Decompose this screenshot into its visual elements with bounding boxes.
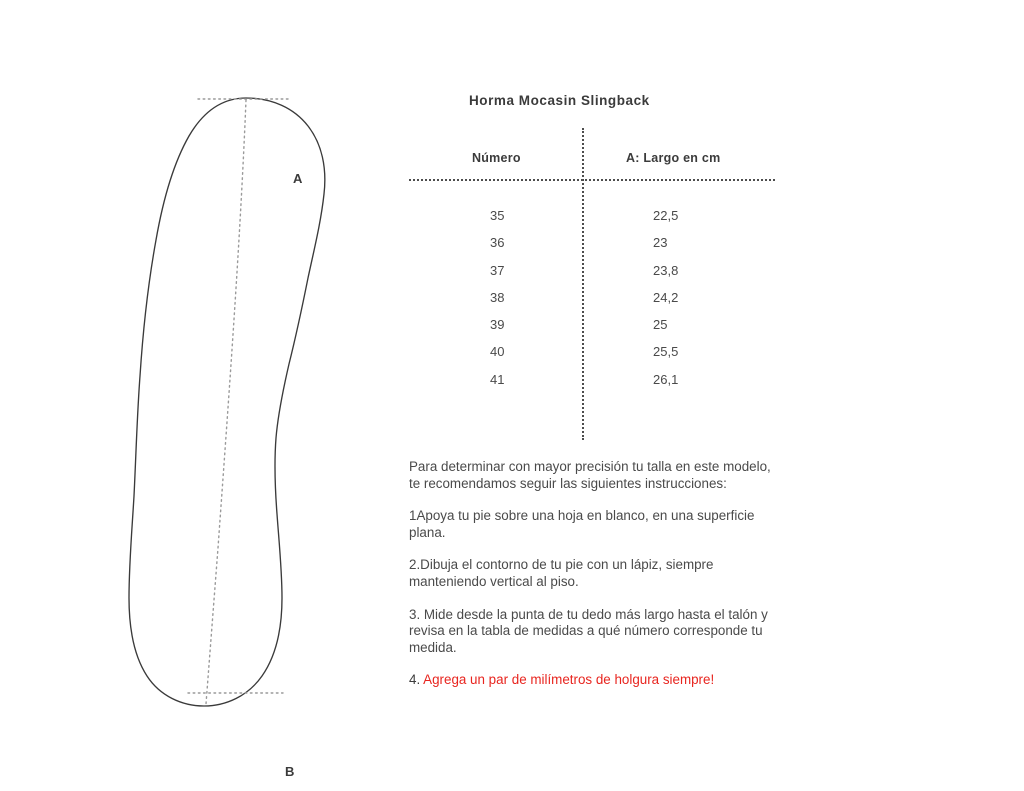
axis-label-b: B xyxy=(285,764,295,779)
table-cell-numero: 35 xyxy=(490,208,505,223)
table-cell-numero: 41 xyxy=(490,371,505,387)
table-cell-numero: 37 xyxy=(490,262,505,278)
insole-outline-path xyxy=(129,98,325,706)
table-header-largo: A: Largo en cm xyxy=(626,151,721,165)
table-cell-largo: 23 xyxy=(653,235,668,251)
table-row xyxy=(409,372,775,399)
instructions-block xyxy=(409,459,771,689)
instructions-step-1: 1Apoya tu pie sobre una hoja en blanco, en una superficie plana. xyxy=(409,508,755,540)
table-cell-numero: 36 xyxy=(490,235,505,251)
instructions-step-4 xyxy=(409,672,771,689)
size-table xyxy=(409,128,789,448)
table-row xyxy=(409,290,775,317)
instructions-step-2: 2.Dibuja el contorno de tu pie con un lápiz, siempre manteniendo vertical al piso. xyxy=(409,557,714,589)
axis-label-a: A xyxy=(293,171,303,186)
instructions-step-3: 3. Mide desde la punta de tu dedo más largo hasta el talón y revisa en la tabla de medidas a qué número corresponde tu medida. xyxy=(409,606,768,655)
table-cell-numero: 40 xyxy=(490,344,505,360)
table-cell-largo: 24,2 xyxy=(653,289,679,305)
table-row xyxy=(409,317,775,344)
table-row xyxy=(409,263,775,290)
table-header-divider xyxy=(409,179,775,181)
table-body xyxy=(409,208,775,399)
table-cell-largo: 26,1 xyxy=(653,371,679,387)
table-cell-largo: 25 xyxy=(653,317,668,333)
instructions-step-4-number: 4. xyxy=(409,672,424,688)
table-cell-largo: 22,5 xyxy=(653,208,679,223)
page-title: Horma Mocasin Slingback xyxy=(469,93,650,108)
size-guide-panel xyxy=(409,0,789,791)
instructions-intro: Para determinar con mayor precisión tu talla en este modelo, te recomendamos seguir las siguientes instrucciones: xyxy=(409,459,771,491)
table-row xyxy=(409,344,775,371)
table-cell-numero: 39 xyxy=(490,317,505,333)
table-header-row xyxy=(409,151,775,171)
table-cell-numero: 38 xyxy=(490,289,505,305)
instructions-step-4-text: Agrega un par de milímetros de holgura siempre! xyxy=(423,672,715,688)
table-row xyxy=(409,208,775,235)
insole-outline-diagram xyxy=(96,78,376,779)
table-row xyxy=(409,235,775,262)
table-cell-largo: 25,5 xyxy=(653,344,679,360)
table-cell-largo: 23,8 xyxy=(653,262,679,278)
table-header-numero: Número xyxy=(472,151,521,165)
